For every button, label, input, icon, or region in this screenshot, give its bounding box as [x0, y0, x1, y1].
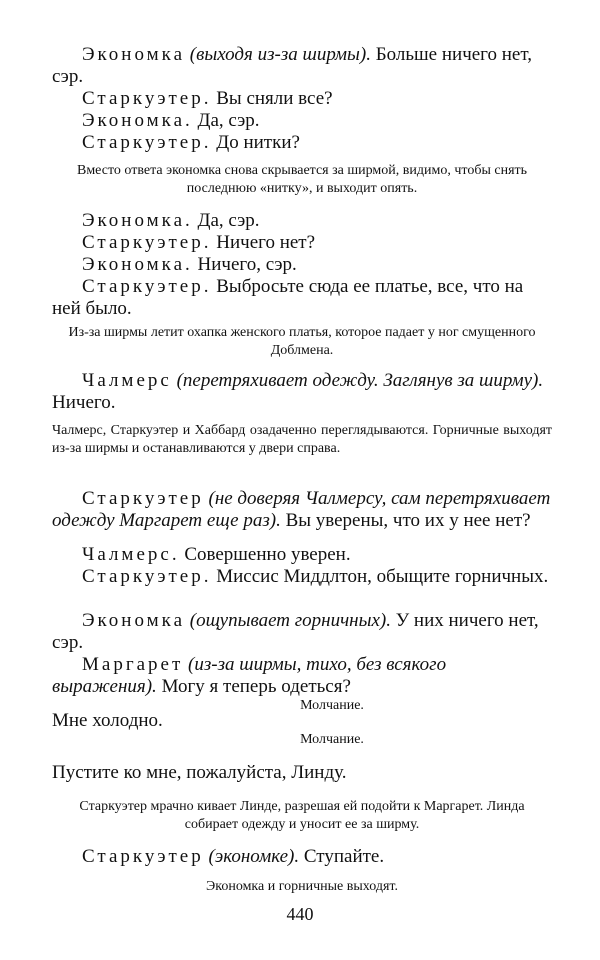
dialogue-line — [52, 488, 552, 532]
pause-note: Молчание. — [300, 732, 364, 747]
line-text: Выбросьте сюда ее платье, все, что на ней было. — [52, 276, 524, 319]
line-text: До нитки? — [211, 132, 300, 153]
dialogue-line — [52, 566, 552, 588]
stage-direction-inline: (из-за ширмы, тихо, без всякого выражения). — [52, 654, 447, 697]
speaker-name: Экономка. — [82, 110, 193, 131]
stage-direction-inline: (не доверяя Чалмерсу, сам перетряхивает одежду Маргарет еще раз). — [52, 488, 551, 531]
dialogue-line — [52, 110, 552, 132]
stage-direction-inline: (выходя из-за ширмы). — [189, 44, 371, 65]
dialogue-line — [52, 276, 552, 320]
speaker-name: Маргарет — [82, 654, 184, 675]
line-text: Вы уверены, что их у нее нет? — [280, 510, 531, 531]
line-text: Могу я теперь одеться? — [156, 676, 351, 697]
speaker-name: Экономка — [82, 610, 186, 631]
dialogue-line — [52, 44, 552, 88]
stage-direction: Старкуэтер мрачно кивает Линде, разрешая ей подойти к Маргарет. Линда собирает одежду и уносит ее за ширму. — [79, 799, 525, 832]
speaker-name: Старкуэтер. — [82, 566, 212, 587]
dialogue-line — [52, 132, 552, 154]
dialogue-line — [52, 210, 552, 232]
line-text: Ничего, сэр. — [192, 254, 297, 275]
dialogue-line: Мне холодно. — [52, 710, 163, 731]
speaker-name: Старкуэтер. — [82, 132, 212, 153]
stage-direction-inline: (ощупывает горничных). — [189, 610, 391, 631]
speaker-name: Старкуэтер — [82, 488, 204, 509]
line-text: Да, сэр. — [192, 110, 260, 131]
dialogue-line — [52, 654, 552, 698]
dialogue-line: Пустите ко мне, пожалуйста, Линду. — [52, 762, 347, 783]
line-text: Ничего нет? — [211, 232, 316, 253]
dialogue-line — [52, 370, 552, 414]
dialogue-line — [52, 88, 552, 110]
speaker-name: Экономка. — [82, 210, 193, 231]
speaker-name: Экономка — [82, 44, 186, 65]
speaker-name: Старкуэтер. — [82, 276, 212, 297]
stage-direction: Экономка и горничные выходят. — [206, 879, 398, 894]
speaker-name: Старкуэтер. — [82, 88, 212, 109]
line-text: Да, сэр. — [192, 210, 260, 231]
line-text: Совершенно уверен. — [179, 544, 351, 565]
speaker-name: Чалмерс — [82, 370, 172, 391]
line-text: Вы сняли все? — [211, 88, 333, 109]
dialogue-line — [52, 846, 552, 868]
line-text: У них ничего нет, сэр. — [52, 610, 539, 653]
dialogue-line — [52, 544, 552, 566]
stage-direction: Вместо ответа экономка снова скрывается за ширмой, видимо, чтобы снять последнюю «нитку», и выходит опять. — [76, 163, 528, 196]
speaker-name: Экономка. — [82, 254, 193, 275]
stage-direction-inline: (перетряхивает одежду. Заглянув за ширму). — [176, 370, 544, 391]
stage-direction: Из-за ширмы летит охапка женского платья, которое падает у ног смущенного Доблмена. — [68, 325, 536, 358]
dialogue-line — [52, 232, 552, 254]
speaker-name: Старкуэтер. — [82, 232, 212, 253]
page-number: 440 — [286, 904, 314, 924]
speaker-name: Чалмерс. — [82, 544, 180, 565]
line-text: Ничего. — [52, 392, 116, 413]
dialogue-line — [52, 254, 552, 276]
stage-direction-inline: (экономке). — [208, 846, 300, 867]
stage-direction: Чалмерс, Старкуэтер и Хаббард озадаченно переглядываются. Горничные выходят из-за ширмы и останавливаются у двери справа. — [52, 423, 552, 456]
line-text: Больше ничего нет, сэр. — [52, 44, 532, 87]
speaker-name: Старкуэтер — [82, 846, 204, 867]
pause-note: Молчание. — [300, 698, 364, 713]
dialogue-line — [52, 610, 552, 654]
line-text: Миссис Миддлтон, обыщите горничных. — [211, 566, 549, 587]
line-text: Ступайте. — [299, 846, 385, 867]
